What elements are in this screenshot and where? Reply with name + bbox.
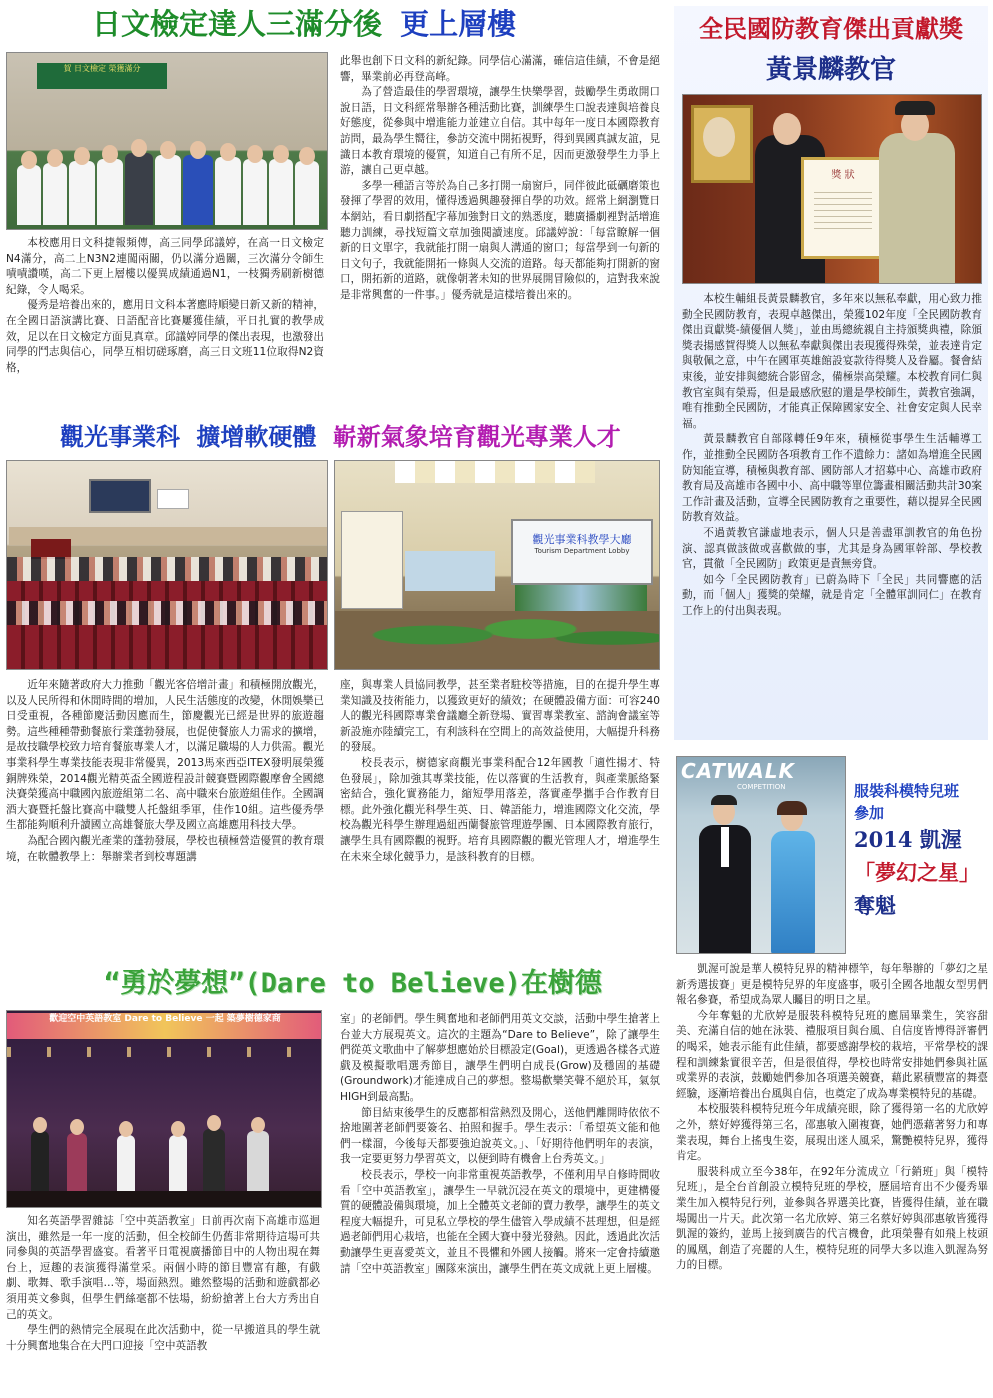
sidebar1-subhead: 黃景麟教官	[765, 55, 896, 85]
article1-col1-paragraph: 優秀是培養出來的，應用日文科本著應時順變日新又新的精神，在全國日語演講比賽、日語配音比賽屢獲佳績，平日扎實的教學成效，足以在日文檢定方面見真章。邱議婷同學的傑出表現，也激發出同學的鬥志與信心，同學互相切磋琢磨，高三日文班11位取得N2資格，	[6, 299, 324, 374]
caption-line-2: 參加	[854, 804, 885, 822]
caption-line-1: 服裝科模特兒班	[854, 782, 960, 800]
article3-column-1	[6, 1214, 320, 1396]
caption-line-3: 2014 凱渥	[854, 827, 962, 852]
sidebar1-headline: 全民國防教育傑出貢獻獎	[699, 14, 963, 43]
sidebar2-body	[676, 962, 988, 1396]
article2-col1-paragraph: 近年來隨著政府大力推動「觀光客倍增計畫」和積極開放觀光，以及人民所得和休閒時間的增加，人民生活態度的改變，休閒娛樂已日受重視，各種節慶活動因應而生，節慶觀光已經是世界的旅遊趨勢。這些種種帶動餐旅行業蓬勃發展，也促使餐旅人力需求的擴增，是故技職學校致力培育餐旅專業人才，以滿足職場的人力供需。觀光事業科學生專業技能表現非常優異，2013馬來西亞ITEX發明展榮獲銅牌殊榮，2014觀光精英盃全國遊程設計競賽暨國際觀摩會全國總決賽榮獲高中職國內旅遊組第二名、高中職來台旅遊組佳作。全國調酒大賽暨托盤比賽高中職雙人托盤組季軍，佳作10組。這些優秀學生都能夠順利升讀國立高雄餐旅大學及國立高雄應用科技大學。	[6, 679, 324, 832]
article1-headline-a: 日文檢定達人三滿分後	[92, 7, 383, 41]
sidebar1-paragraph: 本校生輔組長黃景麟教官，多年來以無私奉獻，用心致力推動全民國防教育，表現卓越傑出，榮獲102年度「全民國防教育傑出貢獻獎-績優個人獎」，並由馬總統親自主持頒獎典禮，除頒獎表揚感賀得獎人以無私奉獻與傑出表現獲得殊榮，並表達肯定與敬佩之意，中午在國軍英雄館設宴款待得獎人及眷屬。餐會結束後，並安排與總統合影留念，備極崇高榮耀。本校教育同仁與教官室與有榮焉，但是最感欣慰的還是學校師生，黃教官強調，唯有推動全民國防，才能真正保障國家安全、社會安定與人民幸福。	[682, 293, 982, 430]
article1-headline-b: 更上層樓	[400, 7, 517, 41]
catwalk-logo-sub: COMPETITION	[737, 783, 786, 791]
article3-col2-paragraph: 室」的老師們。學生興奮地和老師們用英文交談，活動中學生搶著上台並大方展現英文。這次的主題為“Dare to Believe”，除了讓學生們從英文歌曲中了解夢想應始於目標設定(Goal)，更透過各樣各式遊戲及模擬歌唱選秀節目，讓學生們明白成長(Grow)及穩固的基礎(Groundwork)才能達成自己的夢想。整場歡樂笑聲不絕於耳，氣氛HIGH到最高點。	[340, 1013, 660, 1103]
caption-line-5: 奪魁	[854, 893, 896, 918]
article2-col2-paragraph: 校長表示，樹德家商觀光事業科配合12年國教「適性揚才、特色發展」，除加強其專業技能，佐以落實的生活教育，與產業脈絡緊密結合，強化實務能力，縮短學用落差，落實產學攜手合作教育目標。此外強化觀光科學生英、日、韓語能力，增進國際文化交流，學校為觀光科學生辦理過紐西蘭餐旅管理遊學團、日本國際教育旅行，讓學生具有國際觀的視野。培育具國際觀的觀光管理人才，增進學生在未來全球化競爭力，是該科教育的目標。	[340, 756, 660, 863]
article1-headline	[92, 4, 632, 44]
sidebar1-paragraph: 黃景麟教官自部隊轉任9年來，積極從事學生生活輔導工作，並推動全民國防各項教育工作不遺餘力：諸如為增進全民國防知能宣導，積極與教育部、國防部人才招募中心、高雄市政府教育局及高雄市各國中小、高中職等單位籌畫相關活動共計30案工作計畫及活動，宣導全民國防教育之重要性，藉以提昇全民國防教育效益。	[682, 433, 982, 524]
article1-col2-paragraph: 多學一種語言等於為自己多打開一扇窗戶，同伴彼此砥礪磨策也發揮了學習的效用，懂得透過興趣發揮自學的功效。經常上網瀏覽日本網站，看日劇搭配字幕加強對日文的熟悉度，聽廣播劇裡對話增進聽力訓練，尋找短篇文章加強閱讀速度。邱議婷說：「每當瞭解一個新的日文單字，我就能打開一扇與人溝通的窗口；每當學到一句新的日文句子，我就能開拓一條與人交流的道路。每天都能夠打開新的窗口，開拓新的道路，就像朝著未知的世界展開冒險似的，這對我來說是非常興奮的一件事。」優秀就是這樣培養出來的。	[340, 179, 660, 301]
article2-col2-paragraph: 座，與專業人員協同教學，甚至業者駐校等措施，目的在提升學生專業知識及技術能力，以獲致更好的績效；在硬體設備方面：可容240人的觀光科國際專業會議廳全新登場、實習專業教室、諮詢會議室等新設施亦陸續完工，有利該科在空間上的高效益使用，大幅提升科務的發展。	[340, 679, 660, 754]
sidebar2-paragraph: 服裝科成立至今38年，在92年分流成立「行銷班」與「模特兒班」，是全台首創設立模特兒班的學校，歷屆培育出不少優秀畢業生加入模特兒行列，並參與各界選美比賽，皆獲得佳績，並在職場闖出一片天。此次第一名尤欣婷、第三名蔡好婷與邵惠敏皆獲得凱渥的簽約，並馬上接到廣告的代言機會，此項榮譽有如飛上枝頭的鳳凰，創造了亮麗的人生，模特兒班的同學大多以進入凱渥為努力的目標。	[676, 1165, 988, 1272]
sidebar2-paragraph: 凱渥可說是華人模特兒界的精神標竿，每年舉辦的「夢幻之星新秀選拔賽」更是模特兒界的年度盛事，吸引全國各地靚女型男們報名參賽，希望成為眾人矚目的明日之星。	[676, 963, 988, 1007]
article2-headline-a: 觀光事業科	[60, 422, 180, 451]
article3-col2-paragraph: 校長表示，學校一向非常重視英語教學，不僅利用早自修時間收看「空中英語教室」，讓學生一早就沉浸在英文的環境中，更建構優質的硬體設備與環境，加上全體英文老師的賣力教學，讓學生的英文程度大幅提升，可見私立學校的學生儘管入學成績不甚理想，但是經過老師們用心栽培，也能在全國大賽中發光發熱。因此，透過此次活動讓學生更喜愛英文，並且不畏懼和外國人接觸。將來一定會持續邀請「空中英語教室」團隊來演出，讓學生們在英文成就上更上層樓。	[340, 1168, 660, 1275]
article1-col1-paragraph: 本校應用日文科捷報頻傳，高三同學邱議婷，在高一日文檢定N4滿分，高二上N3N2連闖兩關，仍以滿分過關，三次滿分令師生嘖嘖讚嘆，高二下更上層樓以優異成績通過N1，一枝獨秀刷新樹德紀錄，令人喝采。	[6, 237, 324, 296]
lobby-sign-en: Tourism Department Lobby	[534, 547, 630, 555]
sidebar2-paragraph: 本校服裝科模特兒班今年成績亮眼，除了獲得第一名的尤欣婷之外，蔡好婷獲得第三名，邵惠敏入圍複賽，她們憑藉著努力和專業表現，舞台上搖曳生姿，展現出迷人風采，驚艷模特兒界，獲得肯定。	[676, 1103, 988, 1163]
caption-line-4: 「夢幻之星」	[854, 860, 980, 885]
article2-headline-b: 擴增軟硬體	[196, 422, 317, 451]
article1-column-1	[6, 236, 324, 408]
catwalk-winners-photo	[676, 756, 846, 954]
article3-col2-paragraph: 節目結束後學生的反應都相當熱烈及開心，送他們離開時依依不捨地圍著老師們要簽名、拍照和握手。學生表示：「希望英文能和他們一樣溜，今後每天都要強迫說英文。」、「好期待他們明年的表演，我一定要更努力學習英文，以便到時有機會上台秀英文。」	[340, 1106, 660, 1166]
catwalk-caption	[854, 780, 990, 952]
article3-headline: “勇於夢想”(Dare to Believe)在樹德	[104, 968, 602, 999]
sidebar2-paragraph: 今年奪魁的尤欣婷是服裝科模特兒班的應屆畢業生，笑容甜美、充滿自信的她在泳裝、禮服項目與台風、自信度皆博得評審們的喝采，她表示能有此佳績，都要感謝學校的栽培，平常學校的課程和訓練紮實很辛苦，但是很值得，學校也時常安排她們參與社區或業界的表演，鼓勵她們參加各項選美競賽，藉此累積豐富的舞臺經驗，逐漸培養出台風與自信，也奠定了成為專業模特兒的基礎。	[676, 1009, 988, 1100]
tourism-lobby-photo	[334, 460, 660, 670]
catwalk-logo: CATWALK	[681, 759, 795, 783]
article2-col1-paragraph: 為配合國內觀光產業的蓬勃發展，學校也積極營造優質的教育環境，在軟體教學上：舉辦業者到校專題講	[6, 834, 324, 863]
article2-headline	[60, 418, 660, 456]
stage-banner: 歡迎空中英語教室 Dare to Believe 一起 築夢樹德家商	[7, 1013, 322, 1039]
stage-performance-photo	[6, 1010, 322, 1208]
conference-hall-photo	[6, 460, 328, 670]
lobby-sign-cn: 觀光事業科教學大廳	[532, 533, 632, 546]
article1-column-2	[340, 54, 660, 406]
article2-headline-c: 嶄新氣象培育觀光專業人才	[332, 422, 621, 451]
article2-column-2	[340, 678, 660, 954]
photo-banner: 賀 日文檢定 榮獲滿分	[37, 63, 167, 89]
sidebar1-paragraph: 不過黃教官謙虛地表示，個人只是善盡軍訓教官的角色扮演、認真做該做或喜歡做的事，尤其是身為國軍幹部、學校教官，貫徹「全民國防」政策更是責無旁貸。	[682, 526, 982, 571]
article3-column-2	[340, 1012, 660, 1396]
article2-column-1	[6, 678, 324, 954]
award-ceremony-photo	[682, 94, 982, 284]
graduation-group-photo	[6, 52, 328, 230]
sidebar1-paragraph: 如今「全民國防教育」已蔚為時下「全民」共同響應的活動，而「個人」獲獎的榮耀，就是肯定「全體軍訓同仁」在教育工作上的付出與表現。	[682, 573, 982, 617]
article3-col1-paragraph: 知名英語學習雜誌「空中英語教室」日前再次南下高雄市巡迴演出，雖然是一年一度的活動，但全校師生仍舊非常期待這場可共同參與的英語學習盛宴。看著平日電視廣播節目中的人物出現在舞台上，逗趣的表演獲得滿堂采。兩個小時的節目豐富有趣，有戲劇、歌舞、歌手演唱…等，場面熱烈。雖然整場的活動和遊戲都必須用英文參與，但學生們絲毫都不怯場，紛紛搶著上台大方秀出自己的英文。	[6, 1215, 320, 1321]
article3-col1-paragraph: 學生們的熱情完全展現在此次活動中，從一早搬道具的學生就十分興奮地集合在大門口迎接「空中英語教	[6, 1324, 320, 1352]
sidebar1-body	[682, 292, 982, 738]
article1-col2-paragraph: 此舉也創下日文科的新紀錄。同學信心滿滿，確信這佳績，不會是絕響，畢業前必再登高峰。	[340, 55, 660, 83]
certificate-text: 獎 狀	[831, 170, 855, 181]
article1-col2-paragraph: 為了營造最佳的學習環境，讓學生快樂學習，鼓勵學生勇敢開口說日語，日文科經常舉辦各種活動比賽，訓練學生口說表達與培養良好態度，從參與中增進能力並建立自信。其中每年一度日本國際教育訪問，最為學生嚮往，參訪交流中開拓視野，得到異國真誠友誼，見識日本教育環境的優質，知道自己有所不足，因而更激發學生力爭上游，讓自己更卓越。	[340, 86, 660, 177]
